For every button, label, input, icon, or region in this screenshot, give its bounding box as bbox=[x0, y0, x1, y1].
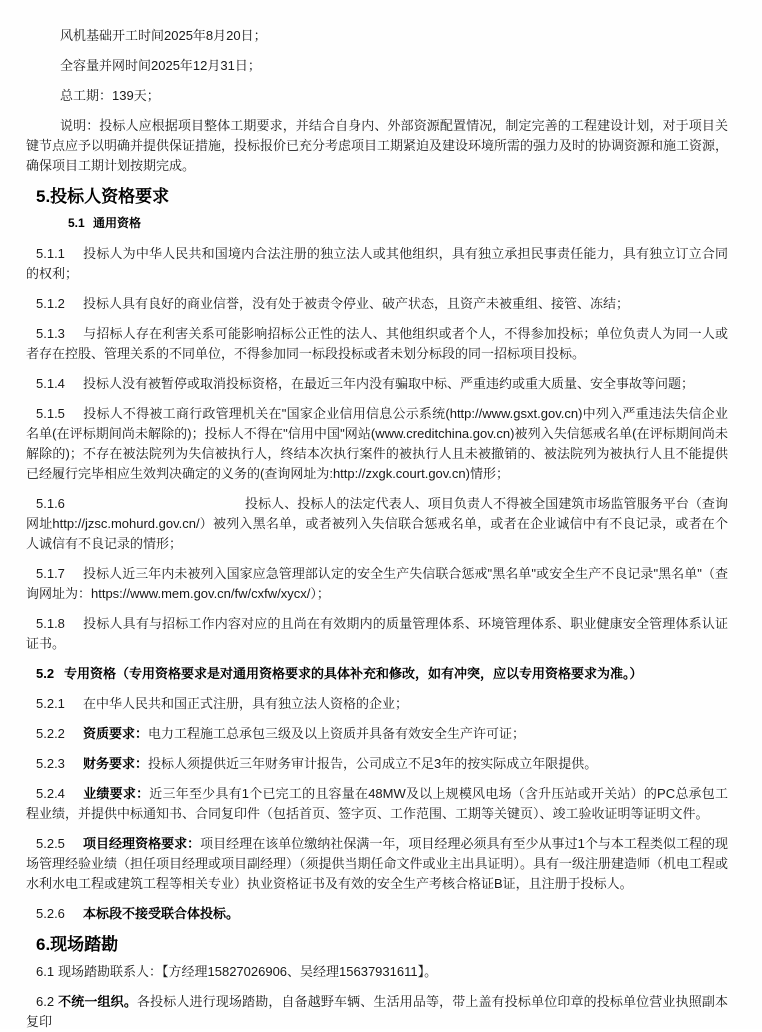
clause-number: 5.2.3 bbox=[36, 756, 65, 771]
clause-text: 与招标人存在利害关系可能影响招标公正性的法人、其他组织或者个人，不得参加投标；单位负责人为同一人或者存在控股、管理关系的不同单位，不得参加同一标段投标或者未划分标段的同一招标项目投标。 bbox=[26, 326, 728, 361]
clause-5-1-3 bbox=[26, 324, 728, 364]
clause-number: 6.2 bbox=[36, 994, 55, 1009]
clause-6-1 bbox=[26, 962, 728, 982]
clause-number: 5.2.1 bbox=[36, 696, 65, 711]
clause-bold-prefix: 财务要求： bbox=[83, 756, 149, 771]
clause-text: 投标人不得被工商行政管理机关在"国家企业信用信息公示系统(http://www.gsxt.gov.cn)中列入严重违法失信企业名单(在评标期间尚未解除的)；投标人不得在"信用中国"网站(www.creditchina.gov.cn)被列入失信惩戒名单(在评标期间尚未解除的)；不存在被法院列为失信被执行人，终结本次执行案件的被执行人且未被撤销的、被法院列为被执行人且不能提供已经履行完毕相应生效判决确定的义务的(查询网址为:http://zxgk.court.gov.cn)情形； bbox=[26, 406, 728, 481]
clause-text: 投标人没有被暂停或取消投标资格，在最近三年内没有骗取中标、严重违约或重大质量、安全事故等问题； bbox=[83, 376, 695, 391]
clause-number: 5.2.5 bbox=[36, 836, 65, 851]
clause-5-1-5 bbox=[26, 404, 728, 484]
section5-2-title: 专用资格（专用资格要求是对通用资格要求的具体补充和修改，如有冲突，应以专用资格要求为准。） bbox=[64, 666, 643, 681]
clause-5-1-8 bbox=[26, 614, 728, 654]
clause-number: 5.2.2 bbox=[36, 726, 65, 741]
clause-5-1-6 bbox=[26, 494, 728, 554]
clause-number: 5.2.4 bbox=[36, 786, 65, 801]
clause-text: 项目经理在该单位缴纳社保满一年，项目经理必须具有至少从事过1个与本工程类似工程的现场管理经验业绩（担任项目经理或项目副经理）（须提供当期任命文件或业主出具证明）。具有一级注册建造师（机电工程或水利水电工程或建筑工程等相关专业）执业资格证书及有效的安全生产考核合格证B证，且注册于投标人。 bbox=[26, 836, 729, 891]
intro-line-total-duration: 总工期：139天； bbox=[60, 88, 160, 103]
clause-number: 5.1.5 bbox=[36, 406, 65, 421]
clause-number: 5.1.2 bbox=[36, 296, 65, 311]
clause-5-2-1 bbox=[26, 694, 728, 714]
clause-number: 5.1.4 bbox=[36, 376, 65, 391]
clause-text: 电力工程施工总承包三级及以上资质并具备有效安全生产许可证； bbox=[148, 726, 526, 741]
clause-5-2-4 bbox=[26, 784, 728, 824]
clause-text: 现场踏勘联系人：【方经理15827026906、吴经理15637931611】。 bbox=[58, 964, 438, 979]
clause-text: 各投标人进行现场踏勘，自备越野车辆、生活用品等，带上盖有投标单位印章的投标单位营业执照副本复印 bbox=[26, 994, 728, 1029]
section5-heading: 5.投标人资格要求 bbox=[36, 187, 170, 206]
clause-number: 5.1.3 bbox=[36, 326, 65, 341]
intro-line-foundation-start: 风机基础开工时间2025年8月20日； bbox=[60, 28, 267, 43]
clause-text: 投标人、投标人的法定代表人、项目负责人不得被全国建筑市场监管服务平台（查询网址http://jzsc.mohurd.gov.cn/）被列入黑名单，或者被列入失信联合惩戒名单，或者在企业诚信中有不良记录，或者在个人诚信有不良记录的情形； bbox=[26, 496, 728, 551]
section5-2-heading bbox=[26, 664, 728, 684]
clause-number: 5.1.7 bbox=[36, 566, 65, 581]
clause-number: 6.1 bbox=[36, 964, 55, 979]
clause-text: 在中华人民共和国正式注册，具有独立法人资格的企业； bbox=[83, 696, 409, 711]
clause-text: 近三年至少具有1个已完工的且容量在48MW及以上规模风电场（含升压站或开关站）的PC总承包工程业绩，并提供中标通知书、合同复印件（包括首页、签字页、工作范围、工期等关键页）、竣工验收证明等证明文件。 bbox=[26, 786, 728, 821]
clause-5-1-4 bbox=[26, 374, 728, 394]
clause-text: 投标人具有良好的商业信誉，没有处于被责令停业、破产状态，且资产未被重组、接管、冻结； bbox=[83, 296, 630, 311]
clause-5-1-2 bbox=[26, 294, 728, 314]
section5-1-number: 5.1 bbox=[68, 216, 85, 230]
clause-bold-prefix: 业绩要求： bbox=[83, 786, 150, 801]
clause-bold-prefix: 本标段不接受联合体投标。 bbox=[83, 906, 240, 921]
clause-bold-prefix: 资质要求： bbox=[83, 726, 149, 741]
clause-5-1-1 bbox=[26, 244, 728, 284]
clause-5-2-5 bbox=[26, 834, 728, 894]
clause-number: 5.2.6 bbox=[36, 906, 65, 921]
clause-5-2-3 bbox=[26, 754, 728, 774]
clause-text: 投标人近三年内未被列入国家应急管理部认定的安全生产失信联合惩戒"黑名单"或安全生产不良记录"黑名单"（查询网址为：https://www.mem.gov.cn/fw/cxfw/xycx/）； bbox=[26, 566, 728, 601]
clause-5-2-6 bbox=[26, 904, 728, 924]
schedule-note-paragraph: 说明：投标人应根据项目整体工期要求，并结合自身内、外部资源配置情况，制定完善的工程建设计划，对于项目关键节点应予以明确并提供保证措施，投标报价已充分考虑项目工期紧迫及建设环境所需的强力及时的协调资源和施工资源，确保项目工期计划按期完成。 bbox=[26, 118, 729, 173]
clause-number: 5.1.1 bbox=[36, 246, 65, 261]
section5-2-number: 5.2 bbox=[36, 666, 55, 681]
clause-number: 5.1.8 bbox=[36, 616, 65, 631]
clause-text: 投标人须提供近三年财务审计报告，公司成立不足3年的按实际成立年限提供。 bbox=[148, 756, 598, 771]
clause-bold-prefix: 不统一组织。 bbox=[58, 994, 137, 1009]
clause-6-2 bbox=[26, 992, 728, 1032]
clause-bold-prefix: 项目经理资格要求： bbox=[83, 836, 201, 851]
clause-text: 投标人具有与招标工作内容对应的且尚在有效期内的质量管理体系、环境管理体系、职业健康安全管理体系认证证书。 bbox=[26, 616, 728, 651]
section6-heading: 6.现场踏勘 bbox=[36, 935, 119, 954]
section5-1-heading bbox=[58, 214, 728, 232]
clause-number: 5.1.6 bbox=[36, 496, 65, 511]
clause-5-2-2 bbox=[26, 724, 728, 744]
section5-1-title: 通用资格 bbox=[93, 216, 142, 230]
clause-text: 投标人为中华人民共和国境内合法注册的独立法人或其他组织，具有独立承担民事责任能力，具有独立订立合同的权利； bbox=[26, 246, 728, 281]
clause-5-1-7 bbox=[26, 564, 728, 604]
intro-line-grid-connection: 全容量并网时间2025年12月31日； bbox=[60, 58, 261, 73]
